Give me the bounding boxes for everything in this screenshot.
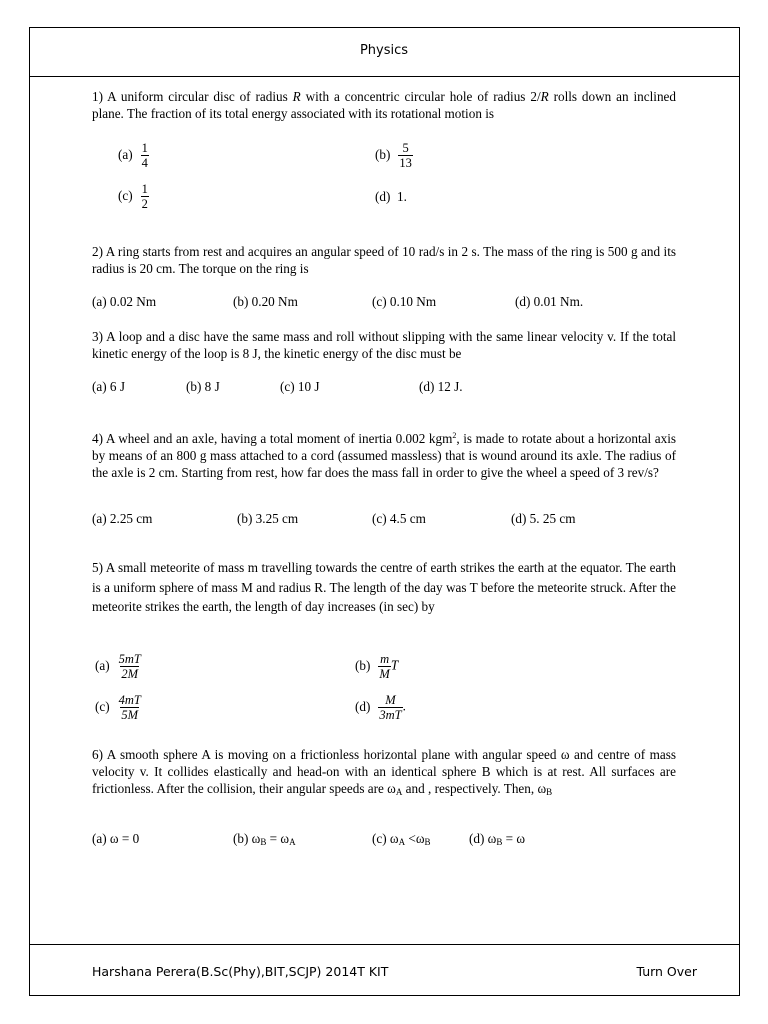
question-5: 5) A small meteorite of mass m travelling towards the centre of earth strikes the earth at the equator. The earth is a uniform sphere of mass M and radius R. The length of the day was T before the meteorite struck. After the meteorite strikes the earth, the length of day increases (in sec) by (92, 560, 676, 614)
q5-option-c: (c) $\frac{4mT}{5M}$ (95, 693, 141, 722)
q4-option-a: (a) 2.25 cm (92, 511, 153, 526)
q6-option-c: (c) $\omega_A <\omega_B$ (372, 831, 431, 847)
question-6: 6) A smooth sphere A is moving on a frictionless horizontal plane with angular speed ω and centre of mass velocity v. It collides elastically and head-on with an identical sphere B which is at rest. All surfaces are frictionless. After the collision, their angular speeds are $\omega_A$ and , respectively. Then, $\omega_B$ (92, 747, 676, 797)
question-4: 4) A wheel and an axle, having a total moment of inertia 0.002 kgm$^2$, is made to rotate about a horizontal axis by means of an 800 g mass attached to a cord (assumed massless) that is wound around its axle. The radius of the axle is 2 cm. Starting from rest, how far does the mass fall in order to give the wheel a speed of 3 rev/s? (92, 431, 676, 480)
q2-option-a: (a) 0.02 Nm (92, 294, 157, 309)
page-title: Physics (359, 43, 409, 58)
q6-option-a: (a) ω = 0 (92, 831, 140, 846)
q5-option-d: (d) $\frac{M}{3mT}$ . (355, 693, 406, 722)
q1-option-d: (d) 1. (375, 189, 407, 204)
q3-option-a: (a) 6 J (92, 379, 125, 394)
q4-option-d: (d) 5. 25 cm (511, 511, 576, 526)
q2-option-b: (b) 0.20 Nm (233, 294, 298, 309)
q5-option-b: (b) $\frac{m}{M}$ T (355, 652, 399, 681)
q3-option-d: (d) 12 J. (419, 379, 463, 394)
question-1: 1) A uniform circular disc of radius R with a concentric circular hole of radius 2/R rolls down an inclined plane. The fraction of its total energy associated with its rotational motion is (92, 89, 676, 121)
q5-option-a: (a) $\frac{5mT}{2M}$ (95, 652, 141, 681)
q4-option-b: (b) 3.25 cm (237, 511, 299, 526)
question-2: 2) A ring starts from rest and acquires an angular speed of 10 rad/s in 2 s. The mass of the ring is 500 g and its radius is 20 cm. The torque on the ring is (92, 244, 676, 276)
footer-turn-over: Turn Over (636, 964, 697, 979)
q6-option-b: (b) $\omega_B = \omega_A$ (233, 831, 296, 847)
q3-option-c: (c) 10 J (280, 379, 320, 394)
q1-option-a: (a) $\frac{1}{4}$ (118, 141, 148, 170)
q3-option-b: (b) 8 J (186, 379, 220, 394)
q6-option-d: (d) $\omega_B = \omega$ (469, 831, 526, 847)
q2-option-d: (d) 0.01 Nm. (515, 294, 584, 309)
q1-option-b: (b) $\frac{5}{13}$ (375, 141, 412, 170)
q2-option-c: (c) 0.10 Nm (372, 294, 437, 309)
q1-option-c: (c) $\frac{1}{2}$ (118, 182, 148, 211)
question-3: 3) A loop and a disc have the same mass and roll without slipping with the same linear velocity v. If the total kinetic energy of the loop is 8 J, the kinetic energy of the disc must be (92, 329, 676, 361)
footer-author: Harshana Perera(B.Sc(Phy),BIT,SCJP) 2014T KIT (92, 964, 389, 979)
footer-divider (29, 944, 740, 945)
header-divider (29, 76, 740, 77)
q4-option-c: (c) 4.5 cm (372, 511, 426, 526)
